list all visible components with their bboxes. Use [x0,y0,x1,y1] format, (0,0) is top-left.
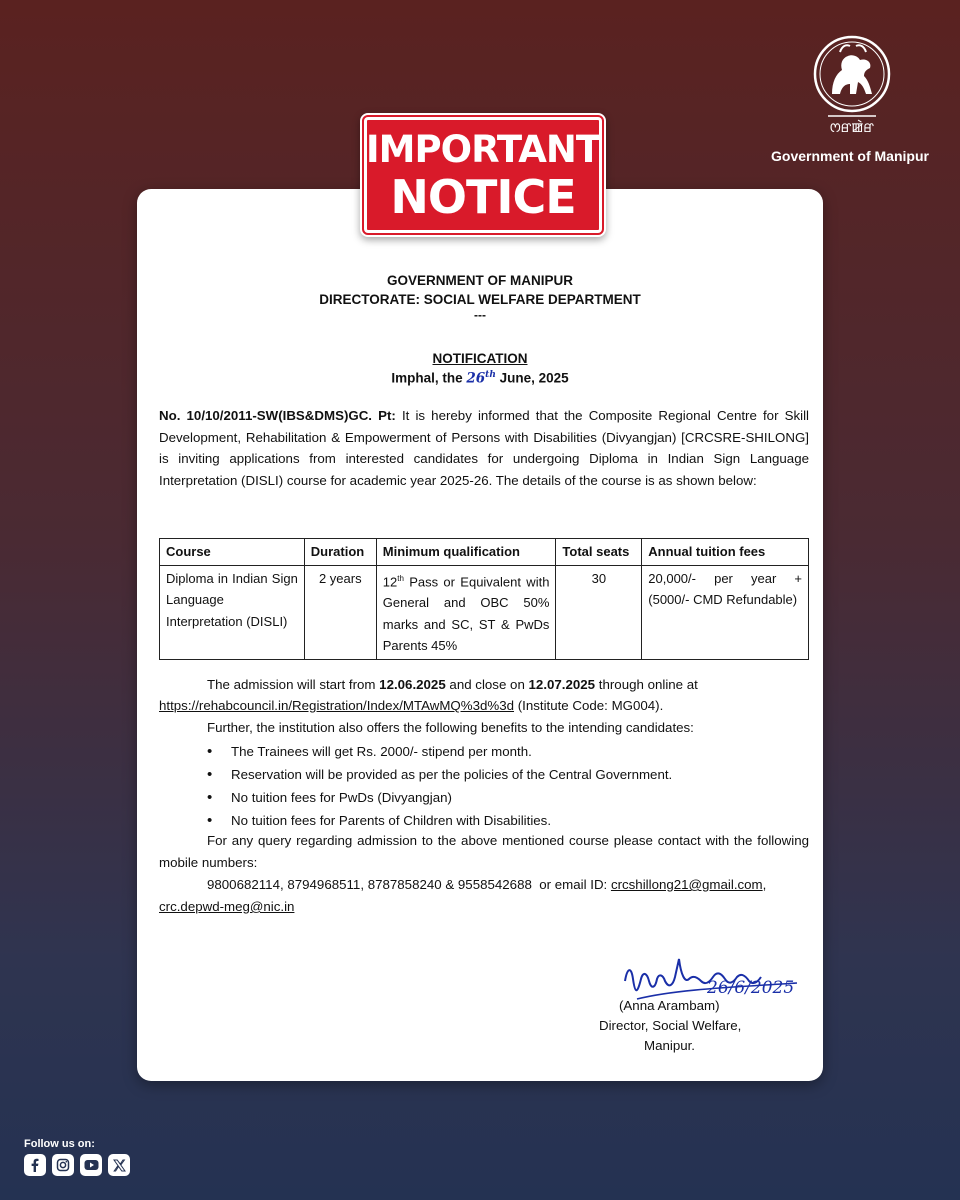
intro-text: It is hereby informed that the Composite Regional Centre for Skill Development, Rehabilitation & Empowerment of Persons with Disabilities (Divyangjan) [CRCSRE-SHILONG] is inviting applications from interested candidates for undergoing Diploma in Indian Sign Language Interpretation (DISLI) course for academic year 2025-26. The details of the course is as shown below: [159,408,809,488]
header-duration: Duration [304,539,376,566]
heading-separator: --- [474,308,486,322]
table-row [160,565,809,659]
admission-start-date: 12.06.2025 [379,677,446,692]
government-label: Government of Manipur [771,148,929,164]
date-handwritten: 26 [466,370,486,387]
registration-link[interactable]: https://rehabcouncil.in/Registration/Index/MTAwMQ%3d%3d [159,698,515,713]
header-course: Course [160,539,305,566]
list-item: • No tuition fees for PwDs (Divyangjan) [207,786,807,809]
header-qualification: Minimum qualification [376,539,556,566]
email-link-2[interactable]: crc.depwd-meg@nic.in [159,899,295,914]
cell-fees: 20,000/- per year + (5000/- CMD Refundable) [642,565,809,659]
list-item: • The Trainees will get Rs. 2000/- stipend per month. [207,740,807,763]
manipur-emblem [806,34,898,138]
table-header-row [160,539,809,566]
stamp-line-important: IMPORTANT [365,128,601,171]
heading-government: GOVERNMENT OF MANIPUR [386,273,573,288]
course-table [159,538,809,660]
important-notice-stamp [360,113,606,237]
youtube-icon[interactable] [80,1154,102,1176]
emblem-script: ꯁꯔꯀꯥꯔ [829,121,875,136]
instagram-icon[interactable] [52,1154,74,1176]
date-prefix: Imphal, the [391,370,463,386]
benefits-list [207,740,807,832]
stamp-line-notice: NOTICE [390,170,576,224]
admission-paragraph: The admission will start from 12.06.2025 and close on 12.07.2025 through online at [207,677,698,692]
header-seats: Total seats [556,539,642,566]
facebook-icon[interactable] [24,1154,46,1176]
header-fees: Annual tuition fees [642,539,809,566]
cell-qualification: 12th Pass or Equivalent with General and OBC 50% marks and SC, ST & PwDs Parents 45% [376,565,556,659]
notification-date: Imphal, the 26th June, 2025 [391,370,569,387]
date-suffix: June, 2025 [499,370,569,386]
cell-duration: 2 years [304,565,376,659]
contact-details: 9800682114, 8794968511, 8787858240 & 9558542688 or email ID: crcshillong21@gmail.com, [207,877,767,892]
admission-url-line [159,695,809,717]
contact-email-2 [159,896,809,918]
cell-seats: 30 [556,565,642,659]
signatory-title: Director, Social Welfare, [599,1018,742,1033]
reference-number: No. 10/10/2011-SW(IBS&DMS)GC. Pt: [159,408,396,423]
admission-end-date: 12.07.2025 [528,677,596,692]
cell-course: Diploma in Indian Sign Language Interpretation (DISLI) [160,565,305,659]
intro-paragraph [159,405,809,491]
benefits-intro: Further, the institution also offers the following benefits to the intending candidates: [207,720,694,735]
follow-label: Follow us on: [24,1138,95,1150]
signatory-name: (Anna Arambam) [619,998,720,1013]
list-item: • No tuition fees for Parents of Children with Disabilities. [207,809,807,832]
list-item: • Reservation will be provided as per the policies of the Central Government. [207,763,807,786]
phone-numbers: 9800682114, 8794968511, 8787858240 & 9558542688 [207,877,532,892]
heading-directorate: DIRECTORATE: SOCIAL WELFARE DEPARTMENT [319,292,641,307]
signatory-place: Manipur. [644,1038,695,1053]
social-links [24,1154,130,1176]
notification-title: NOTIFICATION [432,351,528,366]
x-icon[interactable] [108,1154,130,1176]
contact-paragraph: For any query regarding admission to the above mentioned course please contact with the following mobile numbers: [159,833,809,870]
institute-code: (Institute Code: MG004). [514,698,664,713]
email-link-1[interactable]: crcshillong21@gmail.com [610,877,763,892]
signature-date: 26/6/2025 [707,978,795,998]
notice-document [137,189,823,1081]
